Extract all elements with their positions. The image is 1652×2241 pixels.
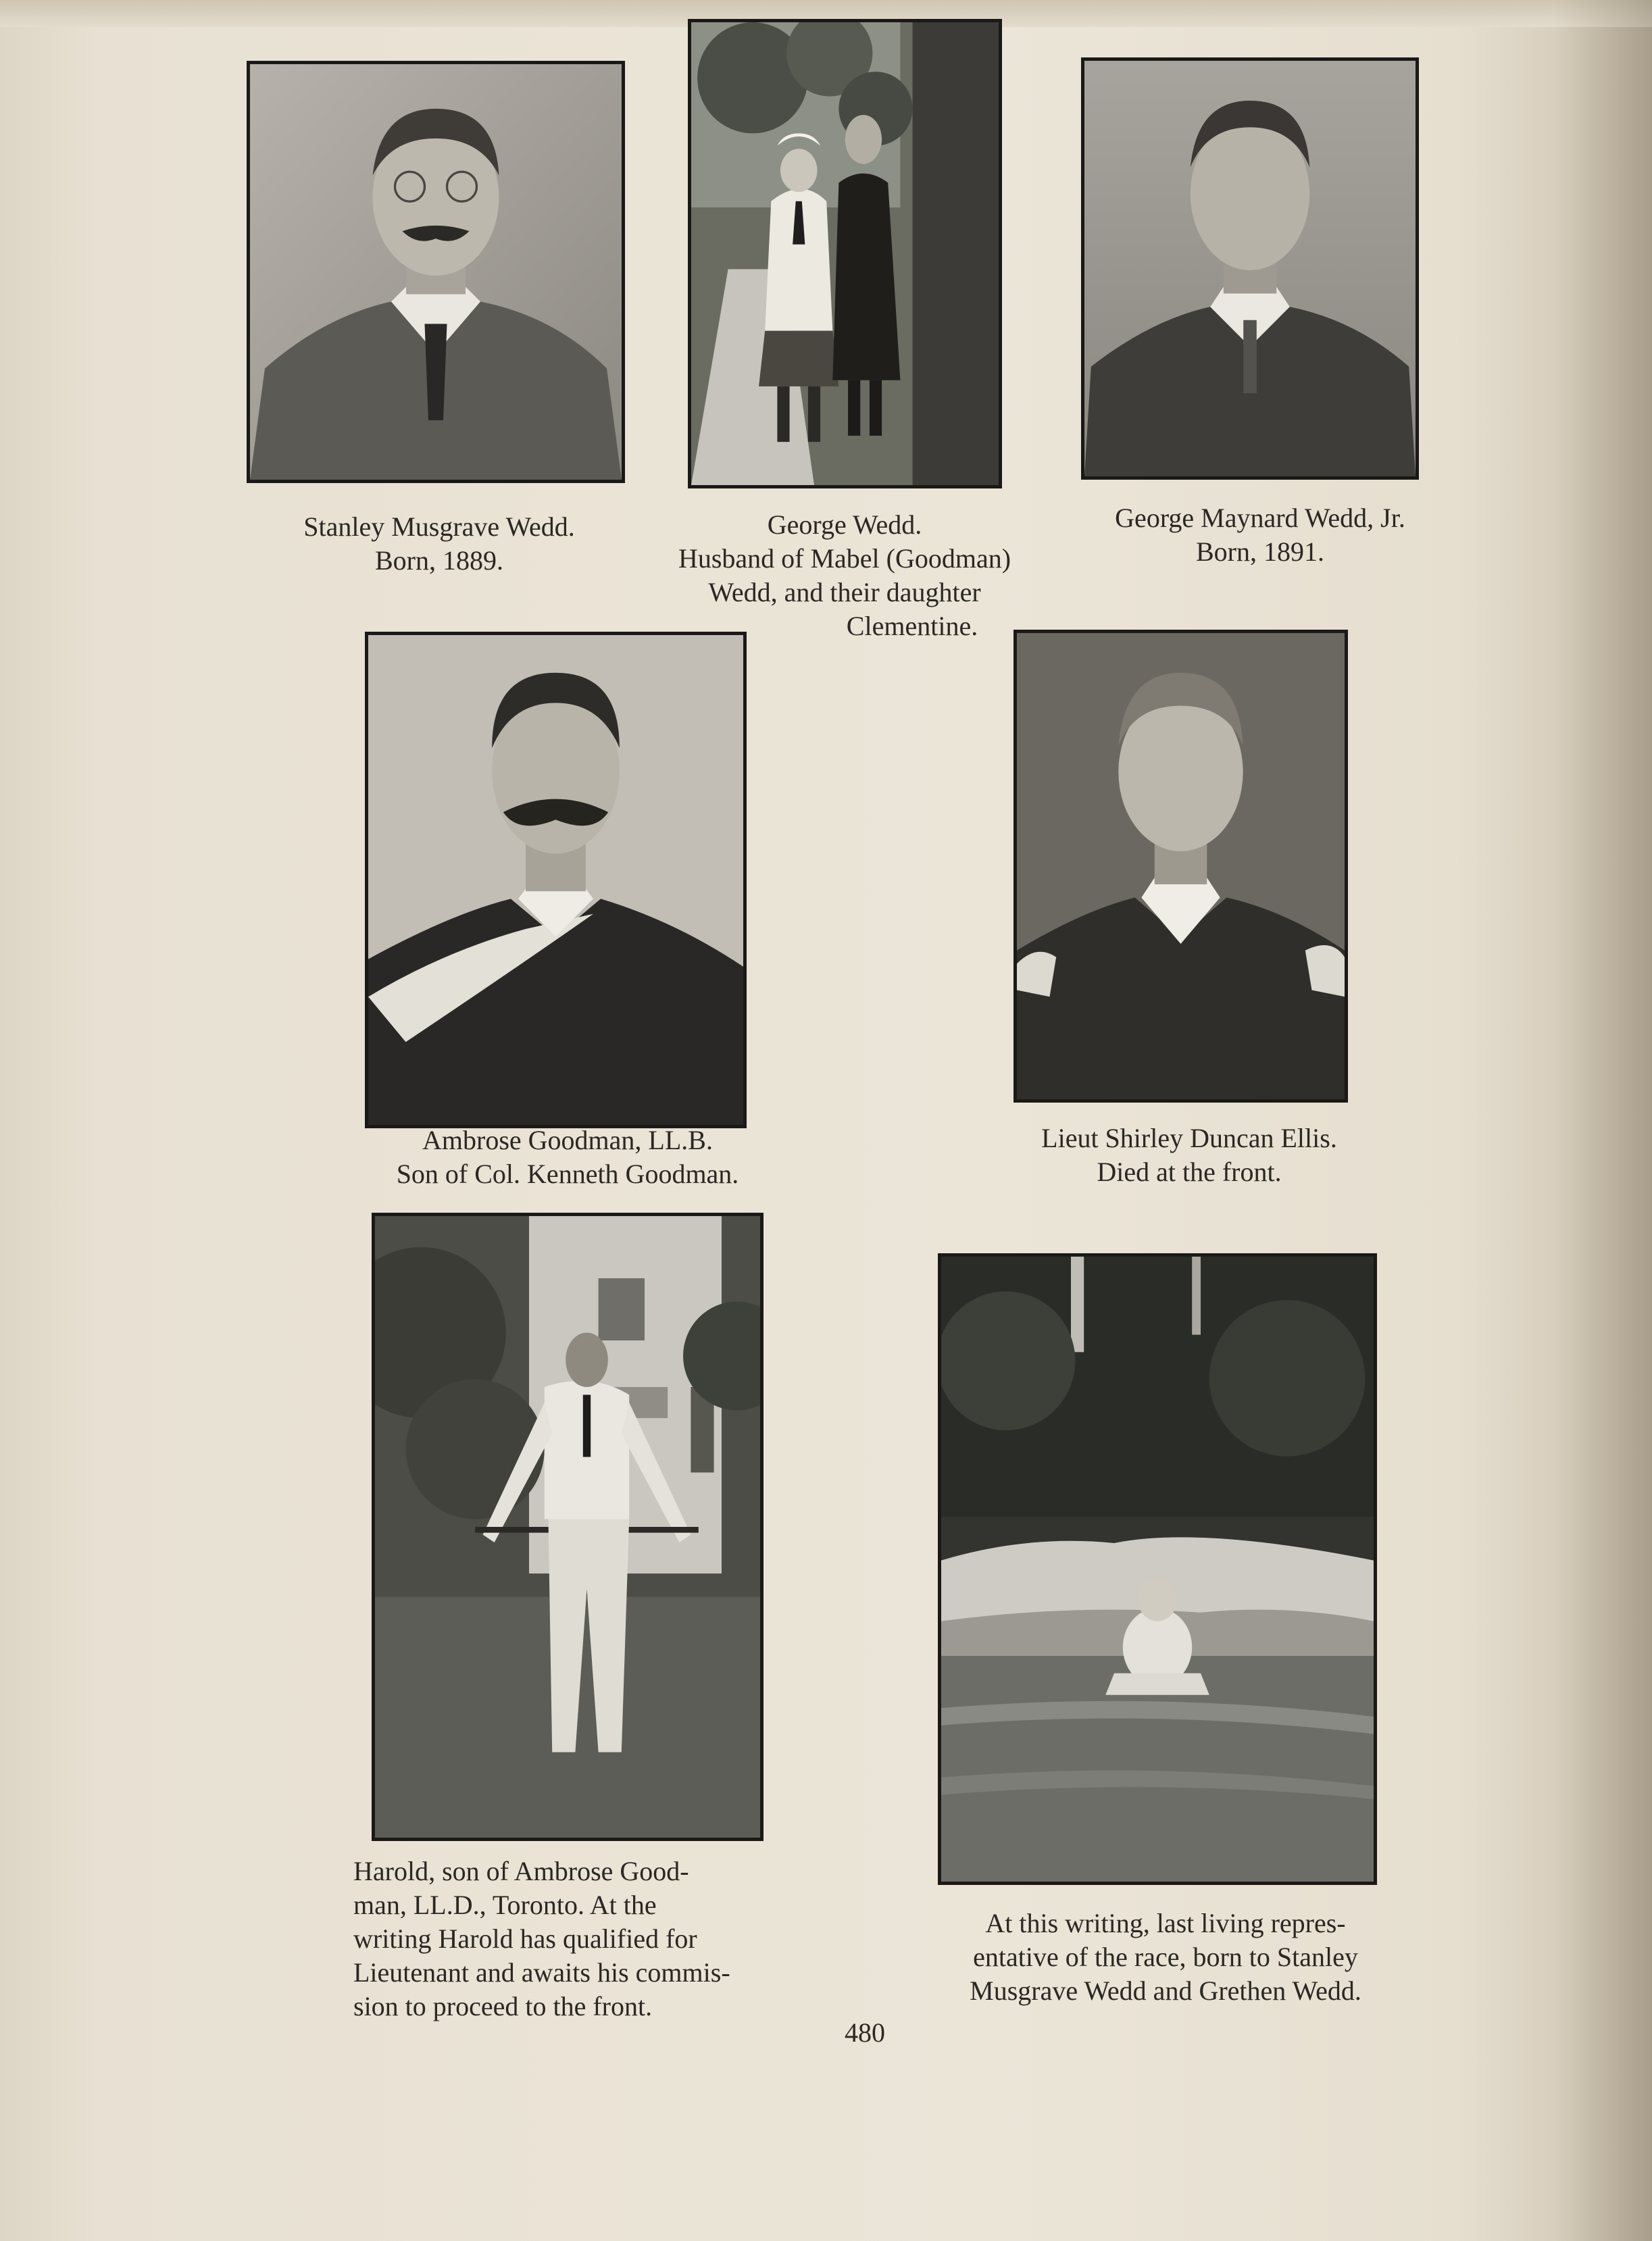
caption-line: Stanley Musgrave Wedd. <box>303 511 575 542</box>
caption-line: Clementine. <box>846 611 978 641</box>
caption-line: Son of Col. Kenneth Goodman. <box>396 1159 739 1189</box>
caption-line: Musgrave Wedd and Grethen Wedd. <box>970 1975 1361 2006</box>
caption-line: Wedd, and their daughter <box>708 577 981 607</box>
caption-line: George Maynard Wedd, Jr. <box>1115 503 1405 533</box>
page-binding-shadow <box>1554 0 1652 2241</box>
caption-line: Died at the front. <box>1097 1157 1282 1187</box>
caption-line: Born, 1891. <box>1196 536 1324 567</box>
caption-george-wedd <box>628 508 1061 643</box>
caption-line: Lieut Shirley Duncan Ellis. <box>1041 1123 1337 1153</box>
photo-lieut-shirley-duncan-ellis <box>1013 630 1348 1103</box>
photo-george-wedd-and-daughter <box>688 19 1002 488</box>
caption-line: entative of the race, born to Stanley <box>973 1942 1358 1972</box>
caption-line: Harold, son of Ambrose Good- <box>353 1856 689 1886</box>
caption-george-maynard-wedd-jr <box>1057 501 1463 569</box>
caption-ambrose-goodman <box>351 1124 784 1191</box>
caption-harold-goodman <box>353 1855 796 2023</box>
caption-line: man, LL.D., Toronto. At the <box>353 1890 657 1920</box>
photo-child-of-stanley-and-grethen-wedd <box>938 1253 1377 1885</box>
caption-lieut-shirley-duncan-ellis <box>973 1122 1405 1189</box>
caption-child-of-stanley-and-grethen-wedd <box>916 1907 1416 2008</box>
photo-ambrose-goodman <box>365 632 747 1128</box>
caption-line: At this writing, last living repres- <box>985 1908 1346 1938</box>
caption-line: Lieutenant and awaits his commis- <box>353 1957 730 1988</box>
caption-line: Husband of Mabel (Goodman) <box>678 543 1011 574</box>
photo-stanley-musgrave-wedd <box>247 61 625 483</box>
photo-harold-goodman <box>372 1213 764 1841</box>
caption-line: sion to proceed to the front. <box>353 1991 653 2021</box>
caption-line: writing Harold has qualified for <box>353 1923 697 1954</box>
caption-line: George Wedd. <box>767 509 922 540</box>
caption-stanley-musgrave-wedd <box>247 510 632 578</box>
caption-line: Born, 1889. <box>375 545 503 576</box>
caption-line: Ambrose Goodman, LL.B. <box>422 1125 713 1155</box>
page-number: 480 <box>845 2017 885 2048</box>
photo-george-maynard-wedd-jr <box>1081 57 1419 480</box>
